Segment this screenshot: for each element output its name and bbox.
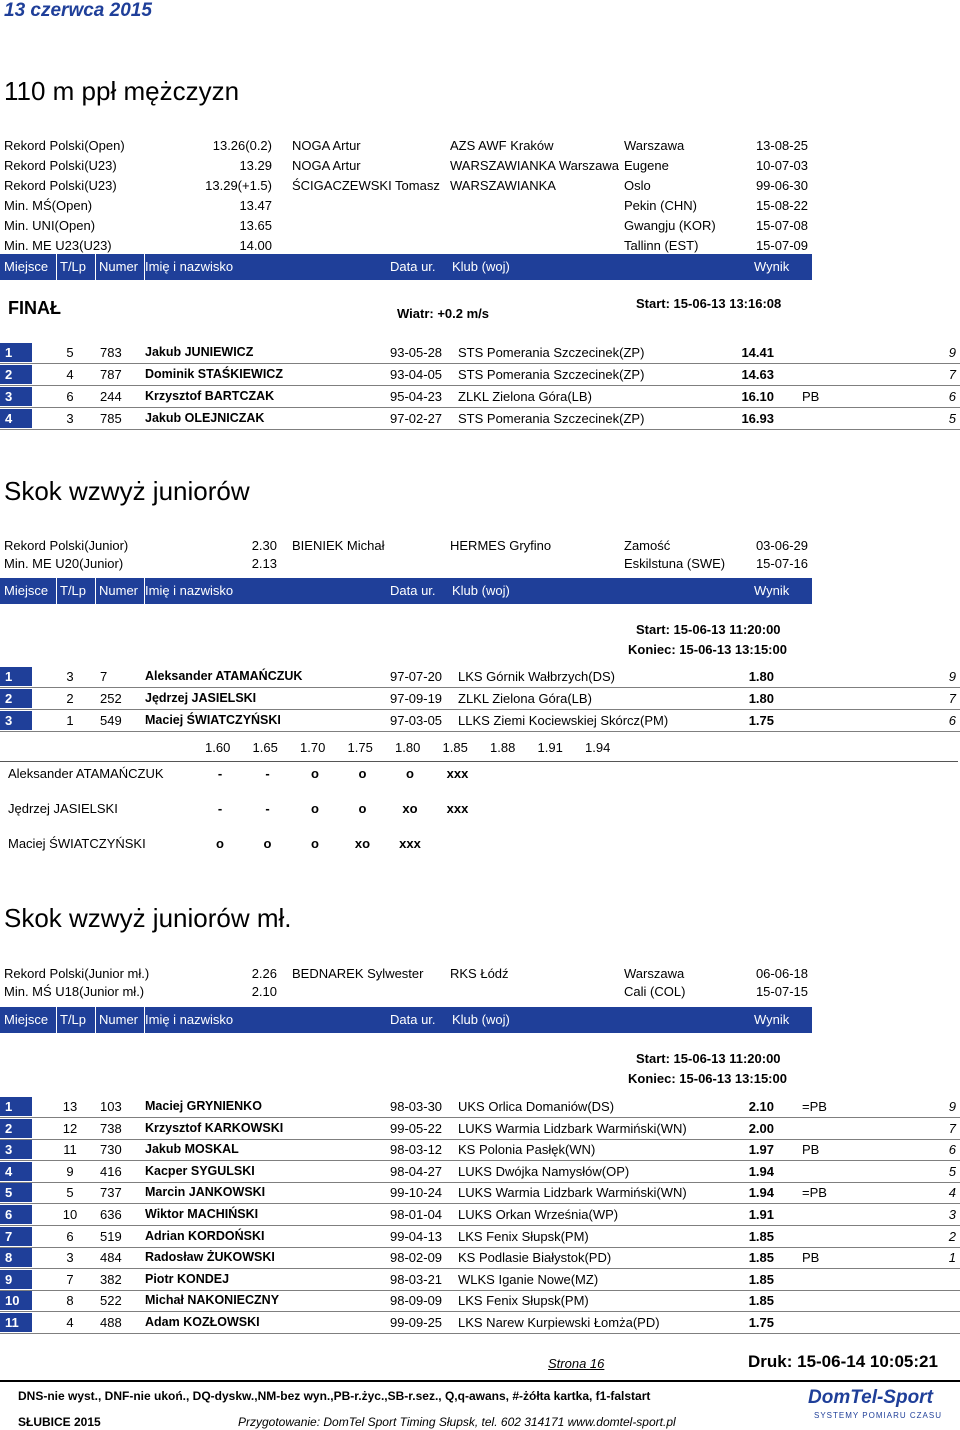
- athlete-name: Krzysztof KARKOWSKI: [145, 1120, 284, 1135]
- result: 1.94: [748, 1163, 774, 1179]
- place-box: 2: [0, 365, 32, 384]
- record-name: Min. UNI(Open): [4, 218, 96, 233]
- athlete-name: Jakub MOSKAL: [145, 1142, 239, 1157]
- row-divider: [0, 687, 960, 688]
- record-date: 15-07-08: [755, 218, 808, 233]
- result: 16.93: [741, 411, 774, 426]
- result: 16.10: [741, 389, 774, 404]
- bar-height: 1.94: [585, 740, 611, 755]
- header-klub: Klub (woj): [452, 259, 510, 274]
- row-divider: [0, 1290, 960, 1291]
- header-wynik: Wynik: [754, 259, 790, 274]
- row-divider: [0, 363, 960, 364]
- result: 1.94: [748, 1185, 774, 1201]
- header-separator: [56, 254, 57, 280]
- header-numer: Numer: [99, 583, 139, 598]
- club: ZLKL Zielona Góra(LB): [458, 389, 592, 404]
- place-box: 1: [0, 1097, 32, 1116]
- lane: 11: [63, 1142, 77, 1158]
- record-date: 99-06-30: [755, 178, 808, 193]
- print-time: Druk: 15-06-14 10:05:21: [748, 1352, 938, 1371]
- bib-number: 738: [100, 1120, 122, 1136]
- record-name: Rekord Polski(Open): [4, 138, 125, 153]
- record-athlete: BIENIEK Michał: [292, 538, 385, 553]
- club: LUKS Warmia Lidzbark Warmiński(WN): [458, 1120, 687, 1136]
- birth-date: 95-04-23: [390, 389, 443, 404]
- club: LKS Fenix Słupsk(PM): [458, 1228, 589, 1244]
- row-divider: [0, 1160, 960, 1161]
- row-divider: [0, 1333, 960, 1334]
- record-name: Min. MŚ(Open): [4, 198, 93, 213]
- row-divider: [0, 1203, 960, 1204]
- row-divider: [0, 1117, 960, 1118]
- bar-height: 1.91: [537, 740, 563, 755]
- result: 1.91: [748, 1207, 774, 1222]
- points: 5: [948, 1163, 956, 1179]
- birth-date: 97-07-20: [390, 669, 443, 684]
- record-club: WARSZAWIANKA Warszawa: [450, 158, 620, 173]
- record-club: WARSZAWIANKA: [450, 178, 556, 193]
- end-time: Koniec: 15-06-13 13:15:00: [628, 1071, 787, 1086]
- club: LUKS Orkan Września(WP): [458, 1207, 619, 1222]
- birth-date: 97-03-05: [390, 713, 443, 728]
- lane: 4: [66, 367, 74, 382]
- record-date: 03-06-29: [755, 538, 808, 553]
- record-name: Rekord Polski(U23): [4, 178, 117, 193]
- row-divider: [0, 429, 960, 430]
- attempt-mark: -: [217, 801, 223, 816]
- bib-number: 737: [100, 1185, 122, 1201]
- row-divider: [0, 385, 960, 386]
- start-time: Start: 15-06-13 13:16:08: [636, 296, 782, 311]
- athlete-name: Kacper SYGULSKI: [145, 1163, 255, 1178]
- header-wynik: Wynik: [754, 1012, 790, 1027]
- bib-number: 416: [100, 1163, 122, 1179]
- club: LUKS Dwójka Namysłów(OP): [458, 1163, 630, 1179]
- record-result: 13.26(0.2): [212, 138, 272, 153]
- record-place: Zamość: [624, 538, 671, 553]
- result: 2.10: [748, 1099, 774, 1114]
- bib-number: 103: [100, 1099, 122, 1114]
- lane: 7: [66, 1271, 74, 1287]
- club: KS Polonia Pasłęk(WN): [458, 1142, 596, 1158]
- record-name: Min. MŚ U18(Junior mł.): [4, 984, 145, 999]
- bar-height: 1.60: [205, 740, 231, 755]
- note: =PB: [802, 1099, 827, 1114]
- bib-number: 636: [100, 1207, 122, 1222]
- place-box: 1: [0, 343, 32, 362]
- row-divider: [0, 1247, 960, 1248]
- birth-date: 99-09-25: [390, 1315, 443, 1330]
- record-name: Min. ME U20(Junior): [4, 556, 124, 571]
- record-athlete: NOGA Artur: [292, 158, 361, 173]
- header-tlp: T/Lp: [60, 259, 87, 274]
- page-number: Strona 16: [548, 1356, 605, 1371]
- points: 9: [948, 1099, 956, 1114]
- birth-date: 99-10-24: [390, 1185, 443, 1201]
- birth-date: 98-03-12: [390, 1142, 443, 1158]
- place-box: 2: [0, 1119, 32, 1138]
- club: ZLKL Zielona Góra(LB): [458, 691, 592, 706]
- record-place: Cali (COL): [624, 984, 686, 999]
- attempt-mark: o: [216, 836, 224, 851]
- club: LUKS Warmia Lidzbark Warmiński(WN): [458, 1185, 687, 1201]
- athlete-name: Maciej GRYNIENKO: [145, 1099, 262, 1113]
- start-time: Start: 15-06-13 11:20:00: [636, 622, 781, 637]
- club: LKS Górnik Wałbrzych(DS): [458, 669, 615, 684]
- points: 3: [948, 1207, 956, 1222]
- record-date: 13-08-25: [755, 138, 808, 153]
- row-divider: [0, 709, 960, 710]
- lane: 12: [62, 1120, 78, 1136]
- record-place: Warszawa: [624, 138, 685, 153]
- attempt-mark: xxx: [446, 766, 469, 781]
- place-box: 2: [0, 689, 32, 708]
- points: 6: [948, 1142, 956, 1158]
- record-result: 13.47: [239, 198, 272, 213]
- club: STS Pomerania Szczecinek(ZP): [458, 411, 645, 426]
- lane: 2: [66, 691, 74, 706]
- venue: SŁUBICE 2015: [18, 1415, 101, 1429]
- place-box: 8: [0, 1248, 32, 1267]
- record-athlete: NOGA Artur: [292, 138, 361, 153]
- club: STS Pomerania Szczecinek(ZP): [458, 345, 645, 360]
- header-separator: [95, 578, 96, 604]
- record-place: Pekin (CHN): [624, 198, 697, 213]
- athlete-name: Adam KOZŁOWSKI: [145, 1315, 260, 1329]
- lane: 1: [66, 713, 74, 728]
- bib-number: 730: [100, 1142, 122, 1158]
- points: 1: [948, 1250, 956, 1266]
- record-date: 06-06-18: [755, 966, 808, 981]
- record-result: 13.29: [239, 158, 272, 173]
- athlete-name: Michał NAKONIECZNY: [145, 1293, 280, 1308]
- athlete-name: Jakub JUNIEWICZ: [145, 345, 254, 359]
- footer-divider: [0, 1380, 960, 1382]
- attempt-mark: -: [265, 801, 270, 816]
- athlete-name: Jakub OLEJNICZAK: [145, 411, 265, 425]
- athlete-name: Wiktor MACHIŃSKI: [145, 1207, 259, 1221]
- club: KS Podlasie Białystok(PD): [458, 1250, 612, 1266]
- lane: 5: [66, 345, 74, 360]
- record-date: 15-07-09: [755, 238, 808, 253]
- row-divider: [0, 407, 960, 408]
- result: 1.85: [748, 1271, 774, 1287]
- final-label: FINAŁ: [8, 298, 61, 318]
- bib-number: 519: [100, 1228, 122, 1244]
- domtel-logo: DomTel-Sport: [808, 1387, 933, 1408]
- place-box: 3: [0, 1140, 32, 1159]
- header-data_ur: Data ur.: [390, 259, 436, 274]
- athlete-name: Dominik STAŚKIEWICZ: [145, 367, 283, 381]
- attempt-mark: -: [217, 766, 223, 781]
- note: =PB: [802, 1185, 827, 1201]
- bib-number: 522: [100, 1293, 122, 1309]
- result: 1.80: [748, 691, 774, 706]
- record-club: AZS AWF Kraków: [450, 138, 554, 153]
- lane: 3: [66, 669, 74, 684]
- header-imie: Imię i nazwisko: [145, 1012, 234, 1027]
- club: UKS Orlica Domaniów(DS): [458, 1099, 615, 1114]
- bar-height: 1.70: [300, 740, 326, 755]
- header-miejsce: Miejsce: [4, 1012, 49, 1027]
- lane: 13: [62, 1099, 78, 1114]
- header-data_ur: Data ur.: [390, 1012, 436, 1027]
- bib-number: 787: [100, 367, 122, 382]
- birth-date: 99-05-22: [390, 1120, 443, 1136]
- birth-date: 98-09-09: [390, 1293, 443, 1309]
- record-place: Gwangju (KOR): [624, 218, 716, 233]
- birth-date: 97-02-27: [390, 411, 443, 426]
- header-separator: [95, 254, 96, 280]
- attempt-mark: xxx: [446, 801, 469, 816]
- header-numer: Numer: [99, 259, 139, 274]
- record-name: Rekord Polski(U23): [4, 158, 117, 173]
- record-date: 15-07-16: [755, 556, 808, 571]
- header-separator: [56, 1007, 57, 1033]
- birth-date: 98-01-04: [390, 1207, 443, 1222]
- section-title-high-jump-youth: Skok wzwyż juniorów mł.: [4, 903, 292, 933]
- bib-number: 244: [100, 389, 122, 404]
- athlete-name: Krzysztof BARTCZAK: [145, 389, 275, 403]
- lane: 8: [66, 1293, 74, 1309]
- athlete-name: Jędrzej JASIELSKI: [145, 691, 257, 705]
- row-divider: [0, 1311, 960, 1312]
- place-box: 10: [0, 1291, 32, 1310]
- record-place: Warszawa: [624, 966, 685, 981]
- birth-date: 97-09-19: [390, 691, 443, 706]
- points: 6: [948, 389, 956, 404]
- record-club: HERMES Gryfino: [450, 538, 552, 553]
- note: PB: [802, 1142, 820, 1158]
- bar-height: 1.88: [490, 740, 516, 755]
- attempt-mark: xo: [402, 801, 418, 816]
- result: 1.75: [748, 1315, 774, 1330]
- place-box: 1: [0, 667, 32, 686]
- record-result: 13.29(+1.5): [205, 178, 272, 193]
- record-place: Eskilstuna (SWE): [624, 556, 726, 571]
- row-divider: [0, 1182, 960, 1183]
- record-result: 2.13: [251, 556, 277, 571]
- club: LKS Fenix Słupsk(PM): [458, 1293, 589, 1309]
- row-divider: [0, 1139, 960, 1140]
- attempt-mark: -: [265, 766, 270, 781]
- bib-number: 252: [100, 691, 122, 706]
- birth-date: 98-03-21: [390, 1271, 443, 1287]
- header-miejsce: Miejsce: [4, 583, 49, 598]
- result: 1.75: [748, 713, 774, 728]
- end-time: Koniec: 15-06-13 13:15:00: [628, 642, 787, 657]
- record-date: 15-08-22: [755, 198, 808, 213]
- bar-height: 1.80: [395, 740, 421, 755]
- athlete-name: Piotr KONDEJ: [145, 1271, 230, 1286]
- birth-date: 93-05-28: [390, 345, 443, 360]
- bib-number: 549: [100, 713, 122, 728]
- wind: Wiatr: +0.2 m/s: [397, 306, 490, 321]
- lane: 10: [62, 1207, 78, 1222]
- club: WLKS Iganie Nowe(MZ): [458, 1271, 599, 1287]
- page-date: 13 czerwca 2015: [4, 0, 152, 21]
- heights-divider: [0, 761, 958, 762]
- place-box: 4: [0, 409, 32, 428]
- points: 9: [948, 669, 956, 684]
- birth-date: 98-03-30: [390, 1099, 443, 1114]
- bib-number: 783: [100, 345, 122, 360]
- lane: 3: [66, 411, 74, 426]
- attempt-mark: o: [311, 836, 319, 851]
- result: 1.85: [748, 1250, 774, 1266]
- attempt-athlete: Aleksander ATAMAŃCZUK: [8, 766, 164, 781]
- record-date: 10-07-03: [755, 158, 808, 173]
- bib-number: 484: [100, 1250, 122, 1266]
- birth-date: 98-02-09: [390, 1250, 443, 1266]
- points: 6: [948, 713, 956, 728]
- attempt-mark: o: [311, 766, 319, 781]
- attempt-mark: o: [358, 801, 367, 816]
- result: 1.85: [748, 1228, 774, 1244]
- bib-number: 488: [100, 1315, 122, 1330]
- birth-date: 93-04-05: [390, 367, 443, 382]
- note: PB: [802, 389, 820, 404]
- record-name: Min. ME U23(U23): [4, 238, 112, 253]
- section-title-high-jump-junior: Skok wzwyż juniorów: [4, 476, 250, 506]
- place-box: 9: [0, 1270, 32, 1289]
- header-klub: Klub (woj): [452, 1012, 510, 1027]
- results-table-header: [0, 578, 812, 604]
- header-numer: Numer: [99, 1012, 139, 1027]
- row-divider: [0, 731, 960, 732]
- result: 1.85: [748, 1293, 774, 1309]
- points: 7: [948, 367, 956, 382]
- attempt-mark: xxx: [399, 836, 421, 851]
- place-box: 11: [0, 1313, 32, 1332]
- result: 1.80: [748, 669, 774, 684]
- place-box: 5: [0, 1183, 32, 1202]
- lane: 6: [66, 1228, 74, 1244]
- row-divider: [0, 1268, 960, 1269]
- record-result: 2.10: [251, 984, 277, 999]
- bar-height: 1.85: [442, 740, 468, 755]
- bib-number: 7: [100, 669, 108, 684]
- place-box: 4: [0, 1162, 32, 1181]
- section-title-110m: 110 m ppł mężczyzn: [4, 76, 240, 106]
- attempt-mark: o: [406, 766, 414, 781]
- prepared-by: Przygotowanie: DomTel Sport Timing Słupsk, tel. 602 314171 www.domtel-sport.pl: [238, 1415, 676, 1429]
- header-klub: Klub (woj): [452, 583, 510, 598]
- header-imie: Imię i nazwisko: [145, 259, 234, 274]
- record-athlete: BEDNAREK Sylwester: [292, 966, 424, 981]
- start-time: Start: 15-06-13 11:20:00: [636, 1051, 781, 1066]
- record-name: Rekord Polski(Junior): [4, 538, 129, 553]
- header-separator: [56, 578, 57, 604]
- record-athlete: ŚCIGACZEWSKI Tomasz: [292, 178, 440, 193]
- header-miejsce: Miejsce: [4, 259, 49, 274]
- points: 4: [948, 1185, 956, 1201]
- attempt-mark: o: [311, 801, 319, 816]
- record-result: 13.65: [239, 218, 272, 233]
- attempt-mark: o: [358, 766, 367, 781]
- athlete-name: Maciej ŚWIATCZYŃSKI: [145, 713, 281, 727]
- result: 14.41: [741, 345, 774, 360]
- domtel-logo-subtitle: SYSTEMY POMIARU CZASU: [814, 1411, 942, 1420]
- result: 1.97: [748, 1142, 774, 1158]
- header-imie: Imię i nazwisko: [145, 583, 234, 598]
- bib-number: 382: [100, 1271, 122, 1287]
- attempt-athlete: Jędrzej JASIELSKI: [8, 801, 118, 816]
- record-result: 2.30: [251, 538, 277, 553]
- lane: 9: [66, 1163, 74, 1179]
- bib-number: 785: [100, 411, 122, 426]
- bar-height: 1.75: [347, 740, 373, 755]
- lane: 5: [66, 1185, 74, 1201]
- bar-height: 1.65: [252, 740, 278, 755]
- record-date: 15-07-15: [755, 984, 808, 999]
- athlete-name: Adrian KORDOŃSKI: [145, 1228, 265, 1243]
- row-divider: [0, 1225, 960, 1226]
- header-tlp: T/Lp: [60, 583, 87, 598]
- header-separator: [95, 1007, 96, 1033]
- points: 2: [948, 1228, 956, 1244]
- header-wynik: Wynik: [754, 583, 790, 598]
- points: 7: [948, 1120, 956, 1136]
- results-table-header: [0, 1007, 812, 1033]
- athlete-name: Marcin JANKOWSKI: [145, 1185, 266, 1200]
- attempt-mark: xo: [354, 836, 371, 851]
- attempt-athlete: Maciej ŚWIATCZYŃSKI: [8, 836, 146, 851]
- result: 14.63: [741, 367, 774, 382]
- club: LLKS Ziemi Kociewskiej Skórcz(PM): [458, 713, 669, 728]
- place-box: 3: [0, 711, 32, 730]
- record-club: RKS Łódź: [450, 966, 509, 981]
- legend: DNS-nie wyst., DNF-nie ukoń., DQ-dyskw.,NM-bez wyn.,PB-r.życ.,SB-r.sez., Q,q-awans, #-żółta kartka, f1-falstart: [18, 1389, 651, 1403]
- birth-date: 98-04-27: [390, 1163, 443, 1179]
- record-place: Oslo: [624, 178, 651, 193]
- club: STS Pomerania Szczecinek(ZP): [458, 367, 645, 382]
- result: 2.00: [748, 1120, 774, 1136]
- lane: 3: [66, 1250, 74, 1266]
- header-data_ur: Data ur.: [390, 583, 436, 598]
- header-tlp: T/Lp: [60, 1012, 87, 1027]
- points: 7: [948, 691, 956, 706]
- points: 5: [948, 411, 956, 426]
- record-result: 2.26: [251, 966, 277, 981]
- record-name: Rekord Polski(Junior mł.): [4, 966, 150, 981]
- record-result: 14.00: [239, 238, 272, 253]
- place-box: 6: [0, 1205, 32, 1224]
- club: LKS Narew Kurpiewski Łomża(PD): [458, 1315, 660, 1330]
- attempt-mark: o: [263, 836, 272, 851]
- birth-date: 99-04-13: [390, 1228, 443, 1244]
- note: PB: [802, 1250, 820, 1266]
- results-table-header: [0, 254, 812, 280]
- place-box: 7: [0, 1227, 32, 1246]
- lane: 4: [66, 1315, 74, 1330]
- place-box: 3: [0, 387, 32, 406]
- record-place: Tallinn (EST): [624, 238, 699, 253]
- athlete-name: Aleksander ATAMAŃCZUK: [145, 669, 303, 683]
- lane: 6: [66, 389, 74, 404]
- record-place: Eugene: [624, 158, 669, 173]
- athlete-name: Radosław ŻUKOWSKI: [145, 1250, 275, 1265]
- points: 9: [948, 345, 956, 360]
